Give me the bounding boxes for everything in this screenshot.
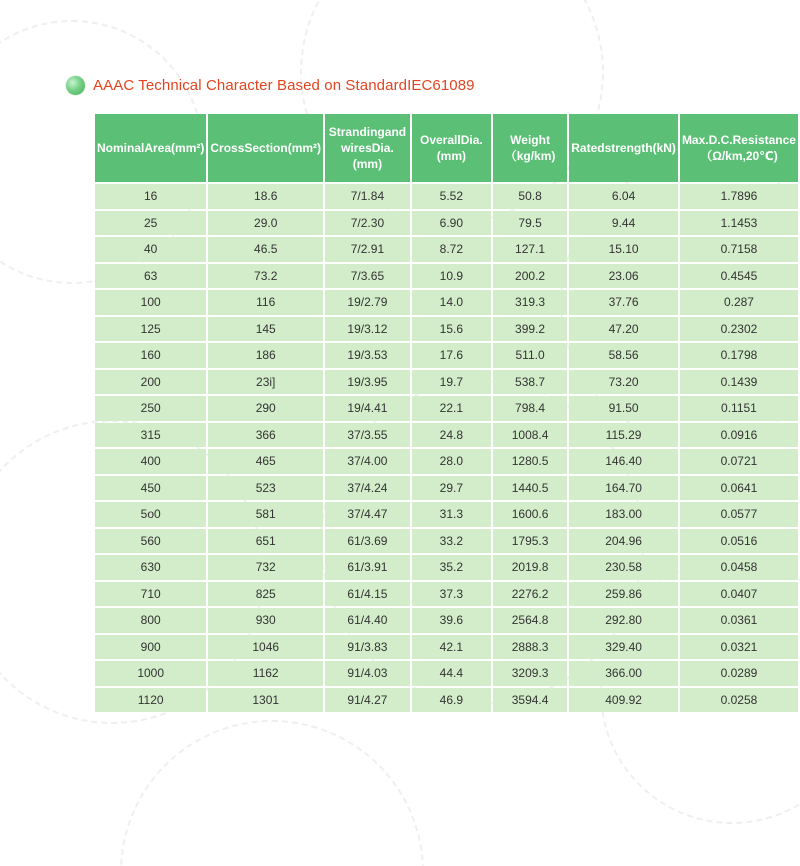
- table-row: [95, 423, 798, 448]
- table-cell-max-resistance: 0.0577: [680, 502, 798, 527]
- table-row: [95, 582, 798, 607]
- table-cell-overall-dia: 22.1: [412, 396, 491, 421]
- table-cell-weight: 2019.8: [493, 555, 567, 580]
- table-cell-cross-section: 930: [208, 608, 323, 633]
- table-cell-rated-strength: 73.20: [569, 370, 678, 395]
- table-cell-cross-section: 1301: [208, 688, 323, 713]
- table-cell-overall-dia: 29.7: [412, 476, 491, 501]
- table-cell-overall-dia: 31.3: [412, 502, 491, 527]
- table-cell-max-resistance: 0.287: [680, 290, 798, 315]
- table-cell-stranding: 7/1.84: [325, 184, 410, 209]
- table-cell-weight: 399.2: [493, 317, 567, 342]
- column-header-overall-dia: OverallDia.(mm): [412, 114, 491, 182]
- table-header-row: [95, 114, 798, 182]
- table-row: [95, 476, 798, 501]
- table-cell-nominal-area: 315: [95, 423, 206, 448]
- table-cell-stranding: 37/4.47: [325, 502, 410, 527]
- table-cell-nominal-area: 5o0: [95, 502, 206, 527]
- table-cell-weight: 79.5: [493, 211, 567, 236]
- table-cell-max-resistance: 0.4545: [680, 264, 798, 289]
- table-cell-max-resistance: 0.0516: [680, 529, 798, 554]
- table-cell-cross-section: 1046: [208, 635, 323, 660]
- table-cell-stranding: 61/3.91: [325, 555, 410, 580]
- table-cell-nominal-area: 900: [95, 635, 206, 660]
- table-cell-stranding: 19/4.41: [325, 396, 410, 421]
- table-cell-rated-strength: 37.76: [569, 290, 678, 315]
- table-row: [95, 555, 798, 580]
- table-cell-cross-section: 732: [208, 555, 323, 580]
- table-cell-nominal-area: 160: [95, 343, 206, 368]
- table-row: [95, 502, 798, 527]
- table-cell-cross-section: 366: [208, 423, 323, 448]
- table-cell-nominal-area: 25: [95, 211, 206, 236]
- table-cell-stranding: 37/4.24: [325, 476, 410, 501]
- column-header-cross-section: CrossSection(mm²): [208, 114, 323, 182]
- table-cell-max-resistance: 1.7896: [680, 184, 798, 209]
- table-cell-nominal-area: 40: [95, 237, 206, 262]
- table-cell-max-resistance: 0.1151: [680, 396, 798, 421]
- table-cell-max-resistance: 0.0361: [680, 608, 798, 633]
- table-cell-weight: 200.2: [493, 264, 567, 289]
- table-cell-rated-strength: 259.86: [569, 582, 678, 607]
- table-cell-stranding: 61/3.69: [325, 529, 410, 554]
- table-cell-rated-strength: 292.80: [569, 608, 678, 633]
- table-cell-cross-section: 186: [208, 343, 323, 368]
- table-cell-rated-strength: 366.00: [569, 661, 678, 686]
- table-cell-nominal-area: 400: [95, 449, 206, 474]
- column-header-weight: Weight（kg/km): [493, 114, 567, 182]
- table-cell-cross-section: 18.6: [208, 184, 323, 209]
- table-cell-weight: 2564.8: [493, 608, 567, 633]
- table-row: [95, 317, 798, 342]
- table-cell-overall-dia: 42.1: [412, 635, 491, 660]
- column-header-stranding: Strandingand wiresDia.(mm): [325, 114, 410, 182]
- table-cell-weight: 319.3: [493, 290, 567, 315]
- table-cell-weight: 1795.3: [493, 529, 567, 554]
- table-cell-cross-section: 290: [208, 396, 323, 421]
- table-cell-overall-dia: 28.0: [412, 449, 491, 474]
- table-row: [95, 264, 798, 289]
- table-cell-overall-dia: 14.0: [412, 290, 491, 315]
- table-cell-overall-dia: 19.7: [412, 370, 491, 395]
- table-cell-nominal-area: 560: [95, 529, 206, 554]
- table-row: [95, 184, 798, 209]
- table-cell-rated-strength: 183.00: [569, 502, 678, 527]
- table-cell-stranding: 19/3.53: [325, 343, 410, 368]
- table-cell-nominal-area: 630: [95, 555, 206, 580]
- table-row: [95, 211, 798, 236]
- table-cell-nominal-area: 125: [95, 317, 206, 342]
- table-cell-stranding: 37/3.55: [325, 423, 410, 448]
- table-cell-nominal-area: 1000: [95, 661, 206, 686]
- table-cell-rated-strength: 58.56: [569, 343, 678, 368]
- table-cell-nominal-area: 100: [95, 290, 206, 315]
- table-cell-rated-strength: 23.06: [569, 264, 678, 289]
- column-header-nominal-area: NominalArea(mm²): [95, 114, 206, 182]
- table-cell-stranding: 19/3.12: [325, 317, 410, 342]
- table-cell-weight: 511.0: [493, 343, 567, 368]
- column-header-rated-strength: Ratedstrength(kN): [569, 114, 678, 182]
- table-cell-weight: 50.8: [493, 184, 567, 209]
- table-cell-overall-dia: 10.9: [412, 264, 491, 289]
- table-cell-weight: 2888.3: [493, 635, 567, 660]
- table-cell-max-resistance: 0.1798: [680, 343, 798, 368]
- table-cell-rated-strength: 329.40: [569, 635, 678, 660]
- table-cell-stranding: 91/4.03: [325, 661, 410, 686]
- table-row: [95, 635, 798, 660]
- table-cell-stranding: 91/4.27: [325, 688, 410, 713]
- spec-table: [93, 112, 800, 714]
- section-header: [66, 76, 475, 95]
- table-cell-weight: 3594.4: [493, 688, 567, 713]
- table-cell-nominal-area: 450: [95, 476, 206, 501]
- table-cell-overall-dia: 39.6: [412, 608, 491, 633]
- table-cell-overall-dia: 5.52: [412, 184, 491, 209]
- table-cell-overall-dia: 15.6: [412, 317, 491, 342]
- table-cell-max-resistance: 0.0641: [680, 476, 798, 501]
- table-row: [95, 290, 798, 315]
- section-title: AAAC Technical Character Based on StandardIEC61089: [93, 77, 475, 94]
- table-cell-nominal-area: 63: [95, 264, 206, 289]
- green-dot-icon: [66, 76, 85, 95]
- table-cell-stranding: 61/4.15: [325, 582, 410, 607]
- table-cell-max-resistance: 0.0407: [680, 582, 798, 607]
- table-cell-nominal-area: 16: [95, 184, 206, 209]
- table-cell-max-resistance: 0.0258: [680, 688, 798, 713]
- table-cell-overall-dia: 44.4: [412, 661, 491, 686]
- table-cell-nominal-area: 1120: [95, 688, 206, 713]
- table-cell-overall-dia: 37.3: [412, 582, 491, 607]
- table-cell-nominal-area: 250: [95, 396, 206, 421]
- table-row: [95, 237, 798, 262]
- table-cell-weight: 798.4: [493, 396, 567, 421]
- table-cell-stranding: 61/4.40: [325, 608, 410, 633]
- table-row: [95, 343, 798, 368]
- table-cell-max-resistance: 0.0321: [680, 635, 798, 660]
- table-cell-stranding: 7/3.65: [325, 264, 410, 289]
- table-cell-weight: 2276.2: [493, 582, 567, 607]
- table-cell-cross-section: 465: [208, 449, 323, 474]
- table-cell-cross-section: 1162: [208, 661, 323, 686]
- table-cell-cross-section: 581: [208, 502, 323, 527]
- table-cell-stranding: 7/2.91: [325, 237, 410, 262]
- table-cell-max-resistance: 0.0289: [680, 661, 798, 686]
- table-cell-overall-dia: 8.72: [412, 237, 491, 262]
- table-cell-rated-strength: 6.04: [569, 184, 678, 209]
- table-cell-max-resistance: 0.0916: [680, 423, 798, 448]
- table-cell-nominal-area: 710: [95, 582, 206, 607]
- table-row: [95, 608, 798, 633]
- table-cell-cross-section: 73.2: [208, 264, 323, 289]
- table-cell-stranding: 91/3.83: [325, 635, 410, 660]
- table-cell-weight: 538.7: [493, 370, 567, 395]
- table-cell-weight: 1280.5: [493, 449, 567, 474]
- table-cell-overall-dia: 24.8: [412, 423, 491, 448]
- table-cell-rated-strength: 146.40: [569, 449, 678, 474]
- table-cell-stranding: 7/2.30: [325, 211, 410, 236]
- table-cell-rated-strength: 47.20: [569, 317, 678, 342]
- table-cell-overall-dia: 17.6: [412, 343, 491, 368]
- table-cell-rated-strength: 204.96: [569, 529, 678, 554]
- table-cell-overall-dia: 33.2: [412, 529, 491, 554]
- table-cell-weight: 3209.3: [493, 661, 567, 686]
- table-cell-max-resistance: 0.7158: [680, 237, 798, 262]
- table-cell-max-resistance: 0.1439: [680, 370, 798, 395]
- table-row: [95, 529, 798, 554]
- column-header-max-resistance: Max.D.C.Resistance（Ω/km,20℃): [680, 114, 798, 182]
- table-cell-max-resistance: 0.2302: [680, 317, 798, 342]
- table-cell-stranding: 37/4.00: [325, 449, 410, 474]
- table-cell-max-resistance: 0.0458: [680, 555, 798, 580]
- table-cell-cross-section: 116: [208, 290, 323, 315]
- table-cell-cross-section: 651: [208, 529, 323, 554]
- table-cell-rated-strength: 115.29: [569, 423, 678, 448]
- table-cell-nominal-area: 800: [95, 608, 206, 633]
- table-cell-rated-strength: 409.92: [569, 688, 678, 713]
- table-cell-weight: 1600.6: [493, 502, 567, 527]
- table-cell-weight: 1440.5: [493, 476, 567, 501]
- table-cell-rated-strength: 15.10: [569, 237, 678, 262]
- table-cell-cross-section: 29.0: [208, 211, 323, 236]
- table-cell-max-resistance: 0.0721: [680, 449, 798, 474]
- table-cell-stranding: 19/3.95: [325, 370, 410, 395]
- table-cell-stranding: 19/2.79: [325, 290, 410, 315]
- table-cell-cross-section: 23i]: [208, 370, 323, 395]
- table-cell-cross-section: 523: [208, 476, 323, 501]
- table-cell-weight: 127.1: [493, 237, 567, 262]
- table-cell-cross-section: 145: [208, 317, 323, 342]
- table-body: [95, 184, 798, 712]
- table-cell-overall-dia: 46.9: [412, 688, 491, 713]
- table-row: [95, 688, 798, 713]
- table-cell-overall-dia: 6.90: [412, 211, 491, 236]
- table-cell-rated-strength: 230.58: [569, 555, 678, 580]
- table-cell-nominal-area: 200: [95, 370, 206, 395]
- table-cell-rated-strength: 9.44: [569, 211, 678, 236]
- table-cell-rated-strength: 164.70: [569, 476, 678, 501]
- table-cell-cross-section: 825: [208, 582, 323, 607]
- table-row: [95, 396, 798, 421]
- table-row: [95, 449, 798, 474]
- table-cell-max-resistance: 1.1453: [680, 211, 798, 236]
- table-row: [95, 661, 798, 686]
- table-cell-weight: 1008.4: [493, 423, 567, 448]
- table-cell-cross-section: 46.5: [208, 237, 323, 262]
- table-row: [95, 370, 798, 395]
- table-cell-overall-dia: 35.2: [412, 555, 491, 580]
- table-cell-rated-strength: 91.50: [569, 396, 678, 421]
